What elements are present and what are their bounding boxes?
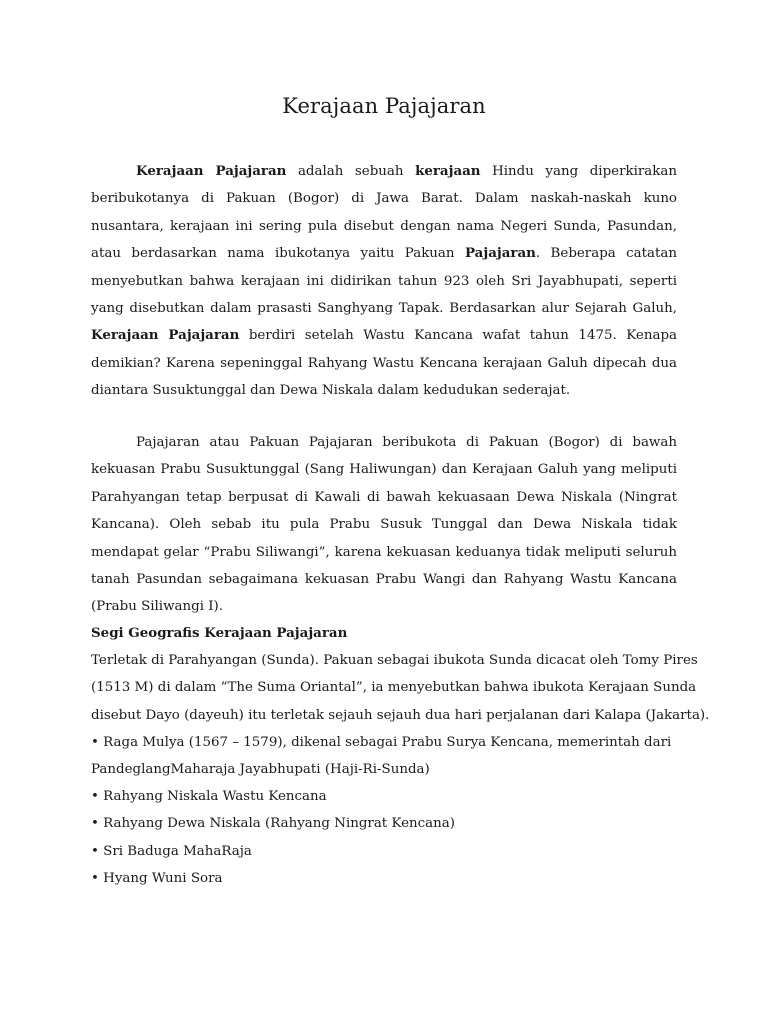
ruler-list [91, 729, 691, 892]
list-item: • Sri Baduga MahaRaja [91, 843, 252, 859]
section-line: Terletak di Parahyangan (Sunda). Pakuan sebagai ibukota Sunda dicacat oleh Tomy Pires [91, 653, 698, 669]
list-item: • Rahyang Dewa Niskala (Rahyang Ningrat Kencana) [91, 816, 455, 832]
bold-term: Kerajaan Pajajaran [136, 163, 287, 179]
list-item: PandeglangMaharaja Jayabhupati (Haji-Ri-Sunda) [91, 762, 430, 778]
paragraph-text: berdiri setelah Wastu Kancana wafat tahun 1475. Kenapa demikian? Karena sepeninggal Rahyang Wastu Kencana kerajaan Galuh dipecah dua diantara Susuktunggal dan Dewa Niskala dalam kedudukan sederajat. [91, 328, 677, 399]
section-line: disebut Dayo (dayeuh) itu terletak sejauh sejauh dua hari perjalanan dari Kalapa (Jakarta). [91, 707, 710, 723]
paragraph-history [91, 429, 677, 621]
paragraph-text: Pajajaran atau Pakuan Pajajaran beribukota di Pakuan (Bogor) di bawah kekuasan Prabu Susuktunggal (Sang Haliwungan) dan Kerajaan Galuh yang meliputi Parahyangan tetap berpusat di Kawali di bawah kekuasaan Dewa Niskala (Ningrat Kancana). Oleh sebab itu pula Prabu Susuk Tunggal dan Dewa Niskala tidak mendapat gelar “Prabu Siliwangi”, karena kekuasan keduanya tidak meliputi seluruh tanah Pasundan sebagaimana kekuasan Prabu Wangi dan Rahyang Wastu Kancana (Prabu Siliwangi I). [91, 435, 677, 615]
page-title: Kerajaan Pajajaran [282, 94, 486, 118]
bold-term: kerajaan [415, 163, 481, 179]
geography-section [91, 620, 710, 892]
list-item: • Rahyang Niskala Wastu Kencana [91, 789, 327, 805]
list-item: • Hyang Wuni Sora [91, 870, 223, 886]
bold-term: Kerajaan Pajajaran [91, 327, 240, 344]
bold-term: Pajajaran [464, 245, 536, 262]
paragraph-text: adalah sebuah [286, 164, 416, 179]
paragraph-text: . Beberapa catatan menyebutkan bahwa kerajaan ini didirikan tahun 923 oleh Sri Jayabhupati, seperti yang disebutkan dalam prasasti Sanghyang Tapak. Berdasarkan alur Sejarah Galuh, [91, 246, 678, 317]
paragraph-intro [91, 158, 677, 405]
list-item: • Raga Mulya (1567 – 1579), dikenal sebagai Prabu Surya Kencana, memerintah dari [91, 734, 672, 750]
section-line: (1513 M) di dalam “The Suma Oriantal”, ia menyebutkan bahwa ibukota Kerajaan Sunda [91, 680, 697, 696]
paragraph-text: Hindu yang diperkirakan beribukotanya di Pakuan (Bogor) di Jawa Barat. Dalam naskah-naskah kuno nusantara, kerajaan ini sering pula disebut dengan nama Negeri Sunda, Pasundan, atau berdasarkan nama ibukotanya yaitu Pakuan [91, 164, 677, 262]
section-heading: Segi Geografis Kerajaan Pajajaran [91, 625, 348, 641]
